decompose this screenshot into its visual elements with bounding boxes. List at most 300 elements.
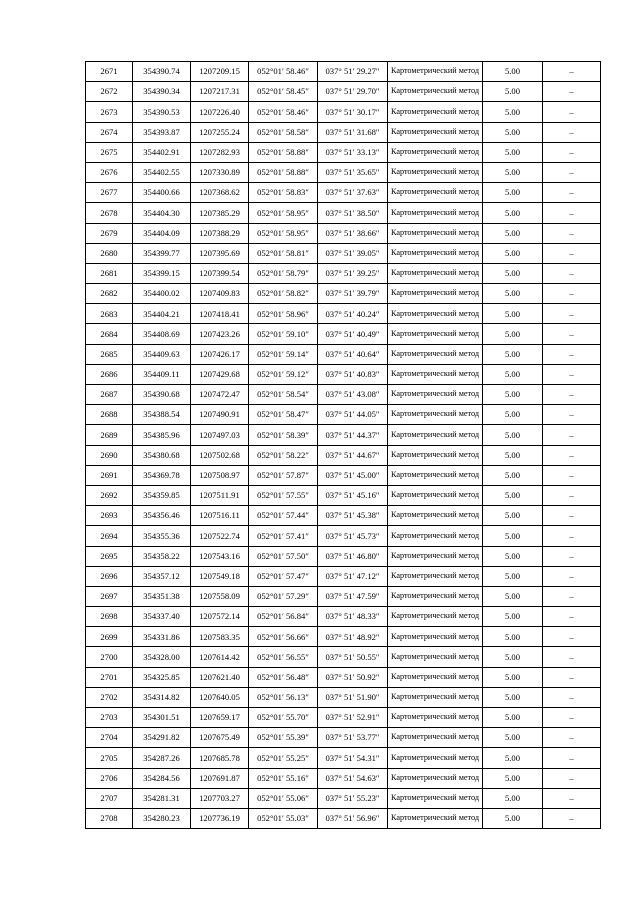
cell-method: Картометрический метод (388, 485, 483, 505)
table-row (86, 263, 601, 283)
cell-coord-y: 1207423.26 (191, 324, 249, 344)
cell-coord-y: 1207621.40 (191, 667, 249, 687)
cell-note: – (543, 203, 601, 223)
cell-coord-y: 1207516.11 (191, 506, 249, 526)
cell-latitude: 052°01′ 59.14″ (249, 344, 318, 364)
cell-note: – (543, 607, 601, 627)
cell-note: – (543, 183, 601, 203)
cell-point-number: 2676 (86, 162, 133, 182)
cell-longitude: 037° 51′ 51.90″ (318, 687, 388, 707)
cell-note: – (543, 243, 601, 263)
cell-point-number: 2700 (86, 647, 133, 667)
cell-latitude: 052°01′ 58.95″ (249, 223, 318, 243)
cell-coord-x: 354280.23 (133, 808, 191, 828)
cell-latitude: 052°01′ 58.83″ (249, 183, 318, 203)
cell-accuracy: 5.00 (483, 788, 543, 808)
cell-accuracy: 5.00 (483, 728, 543, 748)
cell-note: – (543, 102, 601, 122)
cell-point-number: 2698 (86, 607, 133, 627)
cell-method: Картометрический метод (388, 284, 483, 304)
cell-accuracy: 5.00 (483, 586, 543, 606)
cell-note: – (543, 263, 601, 283)
cell-latitude: 052°01′ 59.12″ (249, 364, 318, 384)
cell-coord-x: 354301.51 (133, 708, 191, 728)
table-row (86, 586, 601, 606)
cell-coord-y: 1207675.49 (191, 728, 249, 748)
cell-note: – (543, 405, 601, 425)
cell-method: Картометрический метод (388, 647, 483, 667)
cell-coord-y: 1207472.47 (191, 385, 249, 405)
cell-longitude: 037° 51′ 29.27″ (318, 62, 388, 82)
cell-accuracy: 5.00 (483, 506, 543, 526)
cell-method: Картометрический метод (388, 465, 483, 485)
cell-note: – (543, 324, 601, 344)
cell-method: Картометрический метод (388, 445, 483, 465)
cell-coord-y: 1207388.29 (191, 223, 249, 243)
cell-method: Картометрический метод (388, 203, 483, 223)
cell-latitude: 052°01′ 58.82″ (249, 284, 318, 304)
cell-note: – (543, 465, 601, 485)
cell-coord-x: 354331.86 (133, 627, 191, 647)
cell-longitude: 037° 51′ 39.05″ (318, 243, 388, 263)
cell-note: – (543, 304, 601, 324)
cell-note: – (543, 768, 601, 788)
cell-coord-y: 1207522.74 (191, 526, 249, 546)
cell-note: – (543, 728, 601, 748)
table-row (86, 445, 601, 465)
cell-point-number: 2683 (86, 304, 133, 324)
cell-latitude: 052°01′ 58.54″ (249, 385, 318, 405)
cell-point-number: 2707 (86, 788, 133, 808)
cell-coord-y: 1207736.19 (191, 808, 249, 828)
cell-point-number: 2686 (86, 364, 133, 384)
cell-accuracy: 5.00 (483, 687, 543, 707)
cell-latitude: 052°01′ 58.95″ (249, 203, 318, 223)
cell-latitude: 052°01′ 56.13″ (249, 687, 318, 707)
cell-accuracy: 5.00 (483, 284, 543, 304)
table-row (86, 526, 601, 546)
cell-note: – (543, 708, 601, 728)
cell-coord-x: 354390.34 (133, 82, 191, 102)
cell-coord-x: 354357.12 (133, 566, 191, 586)
cell-method: Картометрический метод (388, 62, 483, 82)
cell-note: – (543, 485, 601, 505)
table-row (86, 142, 601, 162)
cell-longitude: 037° 51′ 46.80″ (318, 546, 388, 566)
cell-point-number: 2692 (86, 485, 133, 505)
table-row (86, 546, 601, 566)
cell-note: – (543, 647, 601, 667)
cell-coord-x: 354404.30 (133, 203, 191, 223)
cell-method: Картометрический метод (388, 667, 483, 687)
cell-coord-y: 1207572.14 (191, 607, 249, 627)
cell-accuracy: 5.00 (483, 324, 543, 344)
cell-accuracy: 5.00 (483, 667, 543, 687)
cell-accuracy: 5.00 (483, 768, 543, 788)
cell-method: Картометрический метод (388, 162, 483, 182)
table-row (86, 768, 601, 788)
cell-latitude: 052°01′ 58.47″ (249, 405, 318, 425)
cell-method: Картометрический метод (388, 183, 483, 203)
cell-latitude: 052°01′ 57.50″ (249, 546, 318, 566)
cell-accuracy: 5.00 (483, 203, 543, 223)
cell-accuracy: 5.00 (483, 385, 543, 405)
cell-note: – (543, 526, 601, 546)
cell-coord-x: 354380.68 (133, 445, 191, 465)
cell-point-number: 2687 (86, 385, 133, 405)
cell-coord-x: 354409.11 (133, 364, 191, 384)
cell-longitude: 037° 51′ 45.73″ (318, 526, 388, 546)
cell-method: Картометрический метод (388, 243, 483, 263)
cell-longitude: 037° 51′ 38.66″ (318, 223, 388, 243)
cell-coord-x: 354390.53 (133, 102, 191, 122)
cell-coord-y: 1207282.93 (191, 142, 249, 162)
cell-method: Картометрический метод (388, 526, 483, 546)
cell-accuracy: 5.00 (483, 808, 543, 828)
cell-accuracy: 5.00 (483, 344, 543, 364)
cell-accuracy: 5.00 (483, 485, 543, 505)
cell-latitude: 052°01′ 57.47″ (249, 566, 318, 586)
cell-note: – (543, 385, 601, 405)
cell-latitude: 052°01′ 58.46″ (249, 62, 318, 82)
cell-method: Картометрический метод (388, 304, 483, 324)
cell-accuracy: 5.00 (483, 183, 543, 203)
cell-latitude: 052°01′ 57.55″ (249, 485, 318, 505)
cell-coord-y: 1207640.05 (191, 687, 249, 707)
cell-longitude: 037° 51′ 40.49″ (318, 324, 388, 344)
table-body (86, 62, 601, 829)
cell-coord-x: 354400.02 (133, 284, 191, 304)
cell-accuracy: 5.00 (483, 122, 543, 142)
table-row (86, 304, 601, 324)
cell-longitude: 037° 51′ 52.91″ (318, 708, 388, 728)
table-row (86, 324, 601, 344)
cell-coord-x: 354404.21 (133, 304, 191, 324)
table-row (86, 667, 601, 687)
cell-point-number: 2702 (86, 687, 133, 707)
cell-coord-x: 354400.66 (133, 183, 191, 203)
cell-latitude: 052°01′ 59.10″ (249, 324, 318, 344)
cell-accuracy: 5.00 (483, 708, 543, 728)
cell-longitude: 037° 51′ 48.92″ (318, 627, 388, 647)
cell-longitude: 037° 51′ 44.67″ (318, 445, 388, 465)
cell-note: – (543, 586, 601, 606)
table-row (86, 162, 601, 182)
cell-point-number: 2708 (86, 808, 133, 828)
cell-point-number: 2699 (86, 627, 133, 647)
table-row (86, 122, 601, 142)
cell-coord-y: 1207226.40 (191, 102, 249, 122)
cell-point-number: 2672 (86, 82, 133, 102)
cell-point-number: 2690 (86, 445, 133, 465)
cell-coord-x: 354325.85 (133, 667, 191, 687)
cell-coord-y: 1207685.78 (191, 748, 249, 768)
cell-latitude: 052°01′ 58.81″ (249, 243, 318, 263)
cell-coord-y: 1207426.17 (191, 344, 249, 364)
cell-latitude: 052°01′ 55.16″ (249, 768, 318, 788)
cell-accuracy: 5.00 (483, 162, 543, 182)
cell-method: Картометрический метод (388, 586, 483, 606)
cell-note: – (543, 687, 601, 707)
cell-coord-x: 354402.91 (133, 142, 191, 162)
cell-coord-y: 1207217.31 (191, 82, 249, 102)
cell-latitude: 052°01′ 55.70″ (249, 708, 318, 728)
cell-longitude: 037° 51′ 44.37″ (318, 425, 388, 445)
table-row (86, 223, 601, 243)
table-row (86, 465, 601, 485)
cell-accuracy: 5.00 (483, 546, 543, 566)
cell-coord-x: 354351.38 (133, 586, 191, 606)
cell-longitude: 037° 51′ 37.63″ (318, 183, 388, 203)
cell-latitude: 052°01′ 55.25″ (249, 748, 318, 768)
cell-note: – (543, 546, 601, 566)
cell-coord-y: 1207497.03 (191, 425, 249, 445)
cell-point-number: 2675 (86, 142, 133, 162)
table-row (86, 506, 601, 526)
cell-accuracy: 5.00 (483, 405, 543, 425)
cell-coord-y: 1207429.68 (191, 364, 249, 384)
cell-coord-x: 354355.36 (133, 526, 191, 546)
cell-coord-y: 1207659.17 (191, 708, 249, 728)
cell-coord-y: 1207558.09 (191, 586, 249, 606)
cell-longitude: 037° 51′ 31.68″ (318, 122, 388, 142)
cell-point-number: 2677 (86, 183, 133, 203)
table-row (86, 748, 601, 768)
cell-method: Картометрический метод (388, 223, 483, 243)
cell-note: – (543, 788, 601, 808)
table-row (86, 627, 601, 647)
cell-method: Картометрический метод (388, 808, 483, 828)
cell-longitude: 037° 51′ 39.25″ (318, 263, 388, 283)
cell-note: – (543, 627, 601, 647)
cell-coord-x: 354369.78 (133, 465, 191, 485)
cell-coord-x: 354314.82 (133, 687, 191, 707)
cell-note: – (543, 122, 601, 142)
cell-latitude: 052°01′ 58.58″ (249, 122, 318, 142)
cell-note: – (543, 808, 601, 828)
cell-longitude: 037° 51′ 29.70″ (318, 82, 388, 102)
cell-coord-y: 1207418.41 (191, 304, 249, 324)
cell-method: Картометрический метод (388, 405, 483, 425)
cell-longitude: 037° 51′ 53.77″ (318, 728, 388, 748)
cell-coord-x: 354358.22 (133, 546, 191, 566)
cell-point-number: 2671 (86, 62, 133, 82)
cell-latitude: 052°01′ 58.96″ (249, 304, 318, 324)
table-row (86, 102, 601, 122)
table-row (86, 425, 601, 445)
cell-longitude: 037° 51′ 50.92″ (318, 667, 388, 687)
cell-note: – (543, 284, 601, 304)
cell-accuracy: 5.00 (483, 647, 543, 667)
cell-latitude: 052°01′ 58.88″ (249, 142, 318, 162)
cell-note: – (543, 344, 601, 364)
cell-accuracy: 5.00 (483, 445, 543, 465)
cell-coord-y: 1207703.27 (191, 788, 249, 808)
cell-method: Картометрический метод (388, 385, 483, 405)
table-row (86, 284, 601, 304)
cell-coord-x: 354408.69 (133, 324, 191, 344)
cell-coord-x: 354291.82 (133, 728, 191, 748)
cell-point-number: 2703 (86, 708, 133, 728)
cell-point-number: 2691 (86, 465, 133, 485)
cell-coord-y: 1207395.69 (191, 243, 249, 263)
cell-method: Картометрический метод (388, 627, 483, 647)
cell-latitude: 052°01′ 58.79″ (249, 263, 318, 283)
cell-longitude: 037° 51′ 48.33″ (318, 607, 388, 627)
cell-point-number: 2673 (86, 102, 133, 122)
cell-note: – (543, 223, 601, 243)
cell-accuracy: 5.00 (483, 627, 543, 647)
cell-note: – (543, 445, 601, 465)
cell-longitude: 037° 51′ 50.55″ (318, 647, 388, 667)
table-row (86, 243, 601, 263)
cell-accuracy: 5.00 (483, 364, 543, 384)
cell-point-number: 2680 (86, 243, 133, 263)
cell-coord-x: 354390.68 (133, 385, 191, 405)
cell-point-number: 2678 (86, 203, 133, 223)
cell-coord-y: 1207543.16 (191, 546, 249, 566)
cell-point-number: 2706 (86, 768, 133, 788)
cell-longitude: 037° 51′ 44.05″ (318, 405, 388, 425)
cell-longitude: 037° 51′ 43.08″ (318, 385, 388, 405)
cell-point-number: 2697 (86, 586, 133, 606)
cell-note: – (543, 748, 601, 768)
cell-method: Картометрический метод (388, 708, 483, 728)
cell-note: – (543, 82, 601, 102)
cell-latitude: 052°01′ 57.29″ (249, 586, 318, 606)
cell-method: Картометрический метод (388, 263, 483, 283)
cell-coord-x: 354356.46 (133, 506, 191, 526)
table-row (86, 82, 601, 102)
cell-method: Картометрический метод (388, 364, 483, 384)
cell-coord-y: 1207209.15 (191, 62, 249, 82)
cell-longitude: 037° 51′ 35.65″ (318, 162, 388, 182)
cell-method: Картометрический метод (388, 546, 483, 566)
table-row (86, 808, 601, 828)
cell-point-number: 2701 (86, 667, 133, 687)
cell-longitude: 037° 51′ 39.79″ (318, 284, 388, 304)
cell-latitude: 052°01′ 57.87″ (249, 465, 318, 485)
cell-point-number: 2695 (86, 546, 133, 566)
cell-accuracy: 5.00 (483, 607, 543, 627)
cell-coord-x: 354393.87 (133, 122, 191, 142)
cell-longitude: 037° 51′ 47.12″ (318, 566, 388, 586)
cell-point-number: 2685 (86, 344, 133, 364)
cell-method: Картометрический метод (388, 506, 483, 526)
cell-coord-y: 1207368.62 (191, 183, 249, 203)
cell-coord-x: 354281.31 (133, 788, 191, 808)
cell-coord-y: 1207691.87 (191, 768, 249, 788)
cell-longitude: 037° 51′ 45.00″ (318, 465, 388, 485)
cell-latitude: 052°01′ 56.55″ (249, 647, 318, 667)
cell-method: Картометрический метод (388, 425, 483, 445)
cell-latitude: 052°01′ 56.48″ (249, 667, 318, 687)
cell-coord-x: 354337.40 (133, 607, 191, 627)
cell-method: Картометрический метод (388, 142, 483, 162)
table-row (86, 385, 601, 405)
cell-coord-y: 1207614.42 (191, 647, 249, 667)
cell-longitude: 037° 51′ 38.50″ (318, 203, 388, 223)
cell-coord-x: 354390.74 (133, 62, 191, 82)
cell-coord-x: 354359.85 (133, 485, 191, 505)
cell-point-number: 2679 (86, 223, 133, 243)
cell-accuracy: 5.00 (483, 526, 543, 546)
cell-method: Картометрический метод (388, 607, 483, 627)
cell-accuracy: 5.00 (483, 748, 543, 768)
cell-note: – (543, 142, 601, 162)
cell-longitude: 037° 51′ 40.64″ (318, 344, 388, 364)
cell-point-number: 2696 (86, 566, 133, 586)
cell-point-number: 2681 (86, 263, 133, 283)
cell-coord-y: 1207583.35 (191, 627, 249, 647)
cell-accuracy: 5.00 (483, 82, 543, 102)
cell-method: Картометрический метод (388, 102, 483, 122)
cell-coord-x: 354328.00 (133, 647, 191, 667)
cell-latitude: 052°01′ 55.03″ (249, 808, 318, 828)
cell-coord-x: 354287.26 (133, 748, 191, 768)
table-row (86, 607, 601, 627)
cell-longitude: 037° 51′ 30.17″ (318, 102, 388, 122)
cell-method: Картометрический метод (388, 566, 483, 586)
cell-coord-y: 1207511.91 (191, 485, 249, 505)
cell-accuracy: 5.00 (483, 223, 543, 243)
cell-note: – (543, 566, 601, 586)
cell-latitude: 052°01′ 55.39″ (249, 728, 318, 748)
cell-note: – (543, 162, 601, 182)
cell-coord-y: 1207502.68 (191, 445, 249, 465)
table-row (86, 183, 601, 203)
cell-accuracy: 5.00 (483, 465, 543, 485)
cell-method: Картометрический метод (388, 344, 483, 364)
cell-coord-x: 354388.54 (133, 405, 191, 425)
cell-method: Картометрический метод (388, 122, 483, 142)
table-row (86, 405, 601, 425)
cell-latitude: 052°01′ 58.39″ (249, 425, 318, 445)
cell-coord-y: 1207508.97 (191, 465, 249, 485)
table-row (86, 344, 601, 364)
cell-coord-y: 1207399.54 (191, 263, 249, 283)
cell-note: – (543, 62, 601, 82)
coordinates-table (85, 61, 601, 829)
cell-point-number: 2689 (86, 425, 133, 445)
cell-accuracy: 5.00 (483, 142, 543, 162)
cell-latitude: 052°01′ 56.84″ (249, 607, 318, 627)
cell-longitude: 037° 51′ 40.83″ (318, 364, 388, 384)
cell-latitude: 052°01′ 57.44″ (249, 506, 318, 526)
cell-method: Картометрический метод (388, 82, 483, 102)
cell-coord-x: 354399.77 (133, 243, 191, 263)
cell-point-number: 2705 (86, 748, 133, 768)
cell-point-number: 2688 (86, 405, 133, 425)
cell-coord-y: 1207385.29 (191, 203, 249, 223)
cell-latitude: 052°01′ 56.66″ (249, 627, 318, 647)
cell-note: – (543, 506, 601, 526)
cell-coord-x: 354385.96 (133, 425, 191, 445)
table-row (86, 364, 601, 384)
cell-method: Картометрический метод (388, 728, 483, 748)
cell-longitude: 037° 51′ 40.24″ (318, 304, 388, 324)
cell-method: Картометрический метод (388, 687, 483, 707)
table-row (86, 647, 601, 667)
cell-method: Картометрический метод (388, 788, 483, 808)
table-row (86, 62, 601, 82)
cell-accuracy: 5.00 (483, 243, 543, 263)
cell-accuracy: 5.00 (483, 263, 543, 283)
cell-coord-y: 1207409.83 (191, 284, 249, 304)
cell-latitude: 052°01′ 58.45″ (249, 82, 318, 102)
cell-latitude: 052°01′ 57.41″ (249, 526, 318, 546)
cell-point-number: 2684 (86, 324, 133, 344)
